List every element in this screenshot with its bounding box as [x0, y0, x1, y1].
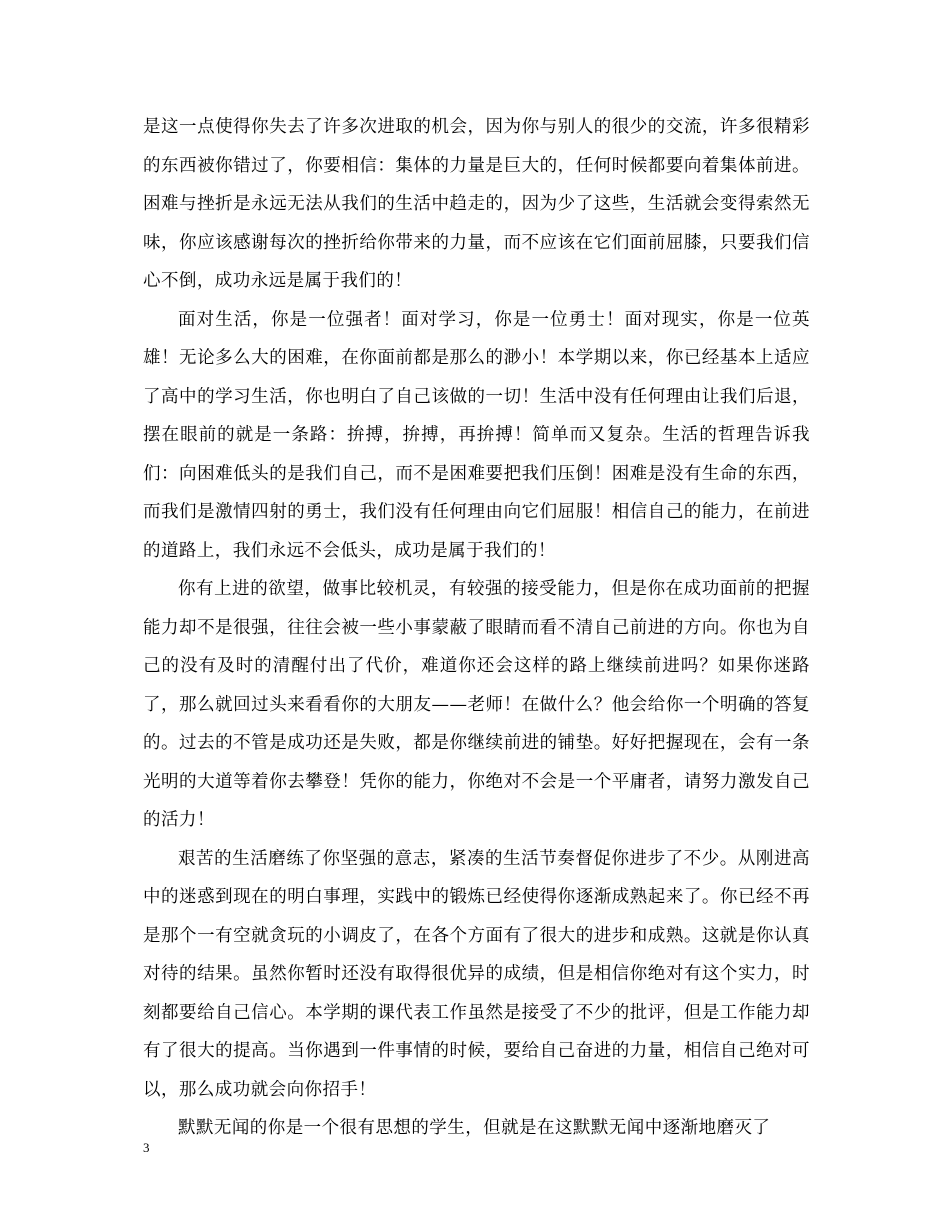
paragraph-5: 默默无闻的你是一个很有思想的学生，但就是在这默默无闻中逐渐地磨灭了: [178, 1118, 771, 1138]
page-number: 3: [143, 1140, 150, 1155]
paragraph-3: 你有上进的欲望，做事比较机灵，有较强的接受能力，但是你在成功面前的把握能力却不是很强，往往会被一些小事蒙蔽了眼睛而看不清自己前进的方向。你也为自己的没有及时的清醒付出了代价，难道你还会这样的路上继续前进吗？如果你迷路了，那么就回过头来看看你的大朋友——老师！在做什么？他会给你一个明确的答复的。过去的不管是成功还是失败，都是你继续前进的铺垫。好好把握现在，会有一条光明的大道等着你去攀登！凭你的能力，你绝对不会是一个平庸者，请努力激发自己的活力！: [143, 579, 810, 830]
paragraph-2: 面对生活，你是一位强者！面对学习，你是一位勇士！面对现实，你是一位英雄！无论多么大的困难，在你面前都是那么的渺小！本学期以来，你已经基本上适应了高中的学习生活，你也明白了自己该做的一切！生活中没有任何理由让我们后退，摆在眼前的就是一条路：拚搏，拚搏，再拚搏！简单而又复杂。生活的哲理告诉我们：向困难低头的是我们自己，而不是困难要把我们压倒！困难是没有生命的东西，而我们是激情四射的勇士，我们没有任何理由向它们屈服！相信自己的能力，在前进的道路上，我们永远不会低头，成功是属于我们的！: [143, 309, 810, 561]
document-body: [143, 108, 810, 1148]
paragraph-4: 艰苦的生活磨练了你坚强的意志，紧凑的生活节奏督促你进步了不少。从刚进高中的迷惑到现在的明白事理，实践中的锻炼已经使得你逐渐成熟起来了。你已经不再是那个一有空就贪玩的小调皮了，在各个方面有了很大的进步和成熟。这就是你认真对待的结果。虽然你暂时还没有取得很优异的成绩，但是相信你绝对有这个实力，时刻都要给自己信心。本学期的课代表工作虽然是接受了不少的批评，但是工作能力却有了很大的提高。当你遇到一件事情的时候，要给自己奋进的力量，相信自己绝对可以，那么成功就会向你招手！: [143, 848, 810, 1100]
paragraph-1: 是这一点使得你失去了许多次进取的机会，因为你与别人的很少的交流，许多很精彩的东西被你错过了，你要相信：集体的力量是巨大的，任何时候都要向着集体前进。困难与挫折是永远无法从我们的生活中趋走的，因为少了这些，生活就会变得索然无味，你应该感谢每次的挫折给你带来的力量，而不应该在它们面前屈膝，只要我们信心不倒，成功永远是属于我们的！: [143, 117, 810, 291]
